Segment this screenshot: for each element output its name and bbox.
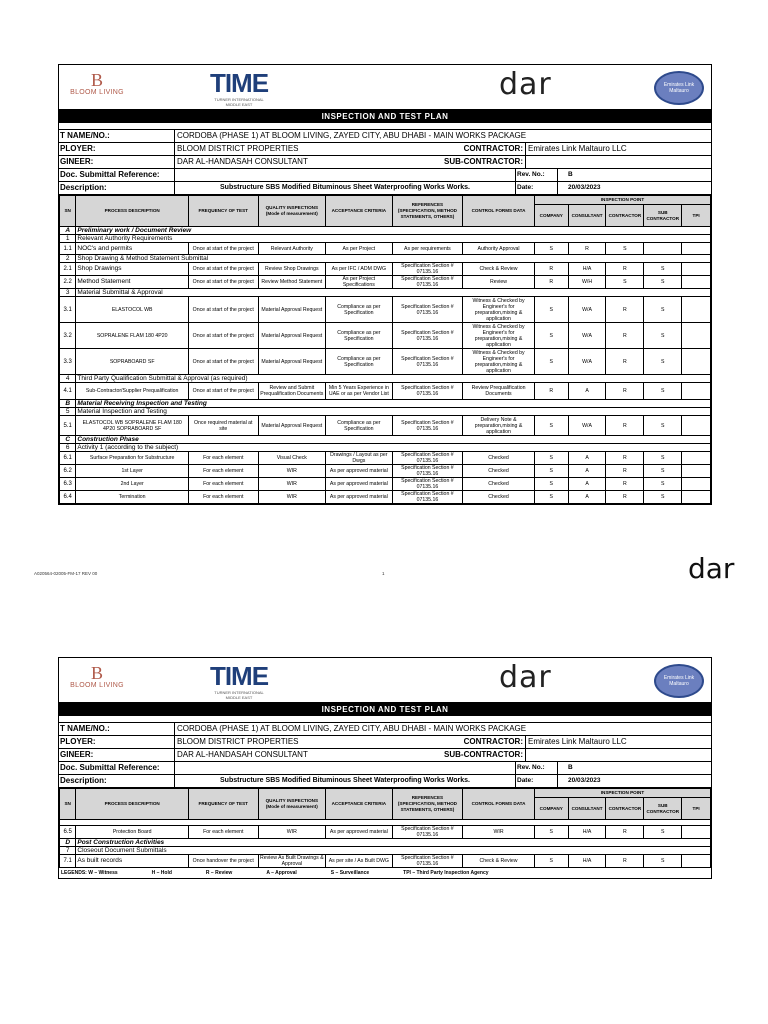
row-sn: 1.1 [60,243,76,255]
table-cell: As per approved material [326,491,393,504]
table-cell [682,465,711,478]
table-cell: Once at start of the project [188,276,258,289]
project-row: T NAME/NO.: CORDOBA (PHASE 1) AT BLOOM LIVING, ZAYED CITY, ABU DHABI - MAIN WORKS PACKAGE [59,723,711,736]
time-logo: TIME TURNER INTERNATIONAL MIDDLE EAST [209,661,269,700]
time-logo: TIME TURNER INTERNATIONAL MIDDLE EAST [209,68,269,107]
table-cell: S [534,416,568,436]
table-cell: S [644,263,682,276]
table-cell: R [534,276,568,289]
description-row: Description: Substructure SBS Modified Bituminous Sheet Waterproofing Works Works. Date: 20/03/2023 [59,775,711,788]
table-cell: Checked [463,491,535,504]
itp-page-1 [58,64,712,505]
table-cell: Review [463,276,535,289]
employer-row: PLOYER: BLOOM DISTRICT PROPERTIES CONTRACTOR: Emirates Link Maltauro LLC [59,143,711,156]
table-cell: Sub-Contractor/Supplier Prequalification [76,383,189,400]
subsection-6: 6 Activity 1 (according to the subject) [60,444,711,452]
table-cell: R [606,416,644,436]
table-cell: Once handover the project [188,855,258,868]
table-row [60,465,711,478]
table-cell: S [534,452,568,465]
table-cell: Checked [463,452,535,465]
table-cell: W/A [568,416,606,436]
engineer-row: GINEER: DAR AL-HANDASAH CONSULTANT SUB-CONTRACTOR: [59,156,711,169]
table-cell: Specification Section # 07135.16 [392,855,463,868]
table-cell: Material Approval Request [258,297,326,323]
table-cell: Specification Section # 07135.16 [392,452,463,465]
table-cell: S [534,855,568,868]
table-cell [682,276,711,289]
table-cell: Drawings / Layout as per Dwgs [326,452,393,465]
subsection-1: 1 Relevant Authority Requirements [60,235,711,243]
section-c: C Construction Phase [60,436,711,444]
table-cell: Min 5 Years Experience in UAE or as per Vendor List [326,383,393,400]
dar-footer-logo: dar [688,552,735,585]
table-cell: S [644,465,682,478]
table-cell: Review As Built Drawings & Approval [259,855,324,867]
logo-bar [59,658,711,703]
table-cell: WIR [463,826,535,839]
table-cell: S [644,478,682,491]
table-row [60,383,711,400]
table-cell: Material Approval Request [258,349,326,375]
legend-item: H – Hold [151,870,172,876]
table-cell: S [534,478,568,491]
table-cell: Authority Approval [463,243,535,255]
header-row: SN PROCESS DESCRIPTION FREQUENCY OF TEST QUALITY INSPECTIONS (Mode of measurement) ACCEPTANCE CRITERIA REFERENCES (SPECIFICATION, METHOD STATEMENTS, OTHERS) CONTROL FORMS DATA INSPECTION POINT [60,789,711,798]
table-cell: Termination [76,491,189,504]
table-cell: S [534,323,568,349]
table-cell: As per Project Specifications [326,276,393,289]
table-cell: As per requirements [392,243,463,255]
table-cell [682,452,711,465]
table-cell: A [568,465,606,478]
table-cell: Checked [463,478,535,491]
table-cell: ELASTOCOL WB SOPRALENE FLAM 180 4P20 SOPRABOARD SF [76,416,189,436]
table-cell: R [606,491,644,504]
table-cell: Once at start of the project [188,243,258,255]
table-cell: Specification Section # 07135.16 [392,478,463,491]
table-cell: S [644,416,682,436]
row-sn: 5.1 [60,416,76,436]
table-cell: H/A [568,855,606,868]
page-number: 1 [382,571,385,576]
table-row [60,243,711,255]
table-row [60,276,711,289]
doc-ref-row: Doc. Submittal Reference: Rev. No.: B [59,762,711,775]
table-cell: S [644,383,682,400]
table-row [60,855,711,868]
table-cell: For each element [188,826,258,839]
table-cell: Specification Section # 07135.16 [392,276,463,289]
table-cell: Specification Section # 07135.16 [392,323,463,349]
itp-table-page-2: SN PROCESS DESCRIPTION FREQUENCY OF TEST QUALITY INSPECTIONS (Mode of measurement) ACCEPTANCE CRITERIA REFERENCES (SPECIFICATION, METHOD STATEMENTS, OTHERS) CONTROL FORMS DATA INSPECTION POINT COMPANY CONSULTANT CONTRACTOR SUB CONTRACTOR TPI 6.5 Protection Board For each element WIR As per approved material Specification Section # 07135.16 WIR S H/A R S D Post Construction Activities 7 Closeout Document Submittals 7.1 As built records Once handover the project Review As Built Drawings & Approval As per site / As Built DWG Specification Section # 07135.16 Check & Review S H/A R S [59,788,711,868]
table-cell: Review and Submit Prequalification Documents [258,383,326,400]
emirates-link-maltauro-logo: Emirates Link Maltauro [654,664,704,698]
table-cell: S [606,243,644,255]
table-cell: S [644,349,682,375]
plan-title: INSPECTION AND TEST PLAN [59,110,711,123]
engineer-row: GINEER: DAR AL-HANDASAH CONSULTANT SUB-CONTRACTOR: [59,749,711,762]
project-row: T NAME/NO.: CORDOBA (PHASE 1) AT BLOOM LIVING, ZAYED CITY, ABU DHABI - MAIN WORKS PACKAGE [59,130,711,143]
legend-item: LEGENDS: W – Witness [61,870,118,876]
table-cell: Check & Review [463,263,535,276]
table-cell: SOPRALENE FLAM 180 4P20 [76,323,189,349]
subsection-3: 3 Material Submittal & Approval [60,289,711,297]
table-cell: Specification Section # 07135.16 [392,491,463,504]
table-cell: Witness & Checked by Engineer's for preparation,mixing & application [463,323,535,349]
table-cell: S [534,349,568,375]
table-cell: R [606,297,644,323]
table-cell: WIR [258,465,326,478]
bloom-living-logo: B BLOOM LIVING [70,663,124,689]
legend-item: S – Surveillance [330,870,370,876]
table-cell: S [534,297,568,323]
table-cell: S [534,491,568,504]
table-cell: Specification Section # 07135.16 [392,416,463,436]
row-sn: 3.2 [60,323,76,349]
table-cell: WIR [258,826,326,839]
bloom-living-logo: B BLOOM LIVING [70,70,124,96]
emirates-link-maltauro-logo: Emirates Link Maltauro [654,71,704,105]
table-cell: S [644,323,682,349]
table-cell: S [644,491,682,504]
table-cell: Witness & Checked by Engineer's for preparation,mixing & application [463,349,535,375]
header-row: SN PROCESS DESCRIPTION FREQUENCY OF TEST QUALITY INSPECTIONS (Mode of measurement) ACCEPTANCE CRITERIA REFERENCES (SPECIFICATION, METHOD STATEMENTS, OTHERS) CONTROL FORMS DATA INSPECTION POINT [60,196,711,205]
table-cell: Specification Section # 07135.16 [392,263,463,276]
table-cell: Relevant Authority [258,243,326,255]
table-cell [682,323,711,349]
table-cell: Shop Drawings [76,263,189,276]
row-sn: 4.1 [60,383,76,400]
table-cell: As per approved material [326,465,393,478]
table-cell: 2nd Layer [76,478,189,491]
table-cell [682,243,711,255]
table-cell: Protection Board [76,826,189,839]
table-cell: Visual Check [258,452,326,465]
table-cell: Check & Review [463,855,535,868]
table-row [60,263,711,276]
table-cell: A [568,478,606,491]
row-sn: 2.1 [60,263,76,276]
section-a: A Preliminary work / Document Review [60,227,711,235]
table-cell: S [606,276,644,289]
table-cell: As per site / As Built DWG [326,855,393,868]
section-b: B Material Receiving Inspection and Testing [60,400,711,408]
table-cell: Once at start of the project [188,323,258,349]
doc-ref-row: Doc. Submittal Reference: Rev. No.: B [59,169,711,182]
table-row [60,478,711,491]
table-cell: A [568,383,606,400]
table-cell: A [568,452,606,465]
table-cell: As per approved material [326,478,393,491]
itp-page-2 [58,657,712,879]
row-sn: 6.1 [60,452,76,465]
table-cell: Method Statement [76,276,189,289]
table-cell: As per approved material [326,826,393,839]
table-cell: R [606,323,644,349]
row-sn: 6.4 [60,491,76,504]
table-cell: R [606,855,644,868]
table-cell [682,478,711,491]
table-cell: Review Prequalification Documents [463,383,535,400]
table-cell: W/A [568,297,606,323]
table-cell: For each element [188,478,258,491]
table-cell: Compliance as per Specification [326,416,393,436]
subsection-2: 2 Shop Drawing & Method Statement Submittal [60,255,711,263]
table-cell [682,263,711,276]
table-cell: W/A [568,323,606,349]
table-cell: Compliance as per Specification [326,349,393,375]
table-cell: As per Project [326,243,393,255]
table-cell: Compliance as per Specification [326,323,393,349]
subsection-5: 5 Material Inspection and Testing [60,408,711,416]
table-cell: ELASTOCOL WB [76,297,189,323]
table-row [60,416,711,436]
table-cell: R [606,349,644,375]
table-cell: R [606,478,644,491]
table-cell: S [644,297,682,323]
table-cell: NOC's and permits [76,243,189,255]
table-cell: Specification Section # 07135.16 [392,826,463,839]
table-cell: S [534,465,568,478]
row-sn: 3.3 [60,349,76,375]
table-row [60,452,711,465]
table-cell: Review Shop Drawings [258,263,326,276]
plan-title: INSPECTION AND TEST PLAN [59,703,711,716]
row-sn: 3.1 [60,297,76,323]
legend [59,868,711,878]
subsection-7: 7 Closeout Document Submittals [60,847,711,855]
table-cell: Once at start of the project [188,383,258,400]
table-cell: As built records [76,855,189,868]
table-cell: Specification Section # 07135.16 [392,349,463,375]
table-cell: H/A [568,263,606,276]
table-cell: Specification Section # 07135.16 [392,465,463,478]
table-cell: Once at start of the project [188,349,258,375]
table-cell: W/A [568,349,606,375]
table-cell: Compliance as per Specification [326,297,393,323]
table-cell: Delivery Note & preparation,mixing & application [463,416,535,436]
table-cell: R [606,826,644,839]
table-cell: Once at start of the project [188,297,258,323]
table-cell: R [568,243,606,255]
table-cell: For each element [188,452,258,465]
dar-logo: dar [499,660,552,695]
table-row [60,491,711,504]
table-cell: Once at start of the project [188,263,258,276]
table-cell: R [606,263,644,276]
table-cell [682,349,711,375]
table-cell: WIR [258,478,326,491]
table-cell [644,243,682,255]
table-cell: Specification Section # 07135.16 [392,383,463,400]
subsection-4: 4 Third Party Qualification Submittal & Approval (as required) [60,375,711,383]
table-row [60,297,711,323]
table-cell: As per IFC / ADM DWG [326,263,393,276]
table-cell [682,491,711,504]
table-row [60,826,711,839]
description-row: Description: Substructure SBS Modified Bituminous Sheet Waterproofing Works Works. Date: 20/03/2023 [59,182,711,195]
table-cell: R [606,452,644,465]
table-cell: S [644,826,682,839]
row-sn: 6.3 [60,478,76,491]
table-cell: R [534,263,568,276]
document-code: A020564-02005-FM-17 REV 00 [34,571,98,576]
table-row [60,323,711,349]
table-cell: Checked [463,465,535,478]
table-cell: Material Approval Request [258,416,326,436]
legend-item: TPI – Third Party Inspection Agency [403,870,489,876]
section-d: D Post Construction Activities [60,839,711,847]
table-cell: Review Method Statement [258,276,326,289]
table-cell: R [534,383,568,400]
table-cell: H/A [568,826,606,839]
dar-logo: dar [499,67,552,102]
table-cell: S [534,243,568,255]
table-cell: R [606,383,644,400]
row-sn: 7.1 [60,855,76,868]
table-cell: S [644,452,682,465]
employer-row: PLOYER: BLOOM DISTRICT PROPERTIES CONTRACTOR: Emirates Link Maltauro LLC [59,736,711,749]
table-cell: Material Approval Request [258,323,326,349]
table-cell: Once required material at site [188,416,258,436]
itp-table-page-1: SN PROCESS DESCRIPTION FREQUENCY OF TEST QUALITY INSPECTIONS (Mode of measurement) ACCEPTANCE CRITERIA REFERENCES (SPECIFICATION, METHOD STATEMENTS, OTHERS) CONTROL FORMS DATA INSPECTION POINT COMPANY CONSULTANT CONTRACTOR SUB CONTRACTOR TPI A Preliminary work / Document Review 1 Relevant Authority Requirements 1.1 NOC's and permits Once at start of the project Relevant Authority As per Project As per requirements Authority Approval S R S 2 Shop Drawing & Method Statement Submittal 2.1 Shop Drawings Once at start of the project Review Shop Drawings As per IFC / ADM DWG Specification Section # 07135.16 Check & Review R H/A R S 2.2 Method Statement Once at start of the project Review Method Statement As per Project Specifications Specification Section # 07135.16 Review R W/H S S 3 Material Submittal & Approval 3.1 ELASTOCOL WB Once at start of the project Material Approval Request Compliance as per Specification Specification Section # 07135.16 Witness & Checked by Engineer's for preparation,mixing & application S W/A R S 3.2 SOPRALENE FLAM 180 4P20 Once at start of the project Material Approval Request Compliance as per Specification Specification Section # 07135.16 Witness & Checked by Engineer's for preparation,mixing & application S W/A R S 3.3 SOPRABOARD SF Once at start of the project Material Approval Request Compliance as per Specification Specification Section # 07135.16 Witness & Checked by Engineer's for preparation,mixing & application S W/A R S 4 Third Party Qualification Submittal & Approval (as required) 4.1 Sub-Contractor/Supplier Prequalification Once at start of the project Review and Submit Prequalification Documents Min 5 Years Experience in UAE or as per Vendor List Specification Section # 07135.16 Review Prequalification Documents R A R S B Material Receiving Inspection and Testing 5 Material Inspection and Testing 5.1 ELASTOCOL WB SOPRALENE FLAM 180 4P20 SOPRABOARD SF Once required material at site Material Approval Request Compliance as per Specification Specification Section # 07135.16 Delivery Note & preparation,mixing & application S W/A R S C Construction Phase 6 Activity 1 (according to the subject) 6.1 Surface Preparation for Substructure For each element Visual Check Drawings / Layout as per Dwgs Specification Section # 07135.16 Checked S A R S 6.2 1st Layer For each element WIR As per approved material Specification Section # 07135.16 Checked S A R S 6.3 2nd Layer For each element WIR As per approved material Specification Section # 07135.16 Checked S A R S 6.4 Termination For each element WIR As per approved material Specification Section # 07135.16 Checked S A R S [59,195,711,504]
logo-bar [59,65,711,110]
table-cell: Witness & Checked by Engineer's for preparation,mixing & application [463,297,535,323]
table-cell [682,416,711,436]
table-cell [682,855,711,868]
table-row [60,349,711,375]
table-cell [682,297,711,323]
row-sn: 6.2 [60,465,76,478]
table-cell: WIR [258,491,326,504]
table-cell: R [606,465,644,478]
row-sn: 2.2 [60,276,76,289]
table-cell: Specification Section # 07135.16 [392,297,463,323]
row-sn: 6.5 [60,826,76,839]
table-cell: S [644,276,682,289]
table-cell: SOPRABOARD SF [76,349,189,375]
legend-item: A – Approval [266,870,297,876]
table-cell: S [644,855,682,868]
table-cell: W/H [568,276,606,289]
table-cell [682,826,711,839]
legend-item: R – Review [205,870,233,876]
table-cell: Surface Preparation for Substructure [76,452,189,465]
table-cell: For each element [188,465,258,478]
table-cell: A [568,491,606,504]
table-cell: 1st Layer [76,465,189,478]
table-cell: S [534,826,568,839]
table-cell [682,383,711,400]
table-cell: For each element [188,491,258,504]
